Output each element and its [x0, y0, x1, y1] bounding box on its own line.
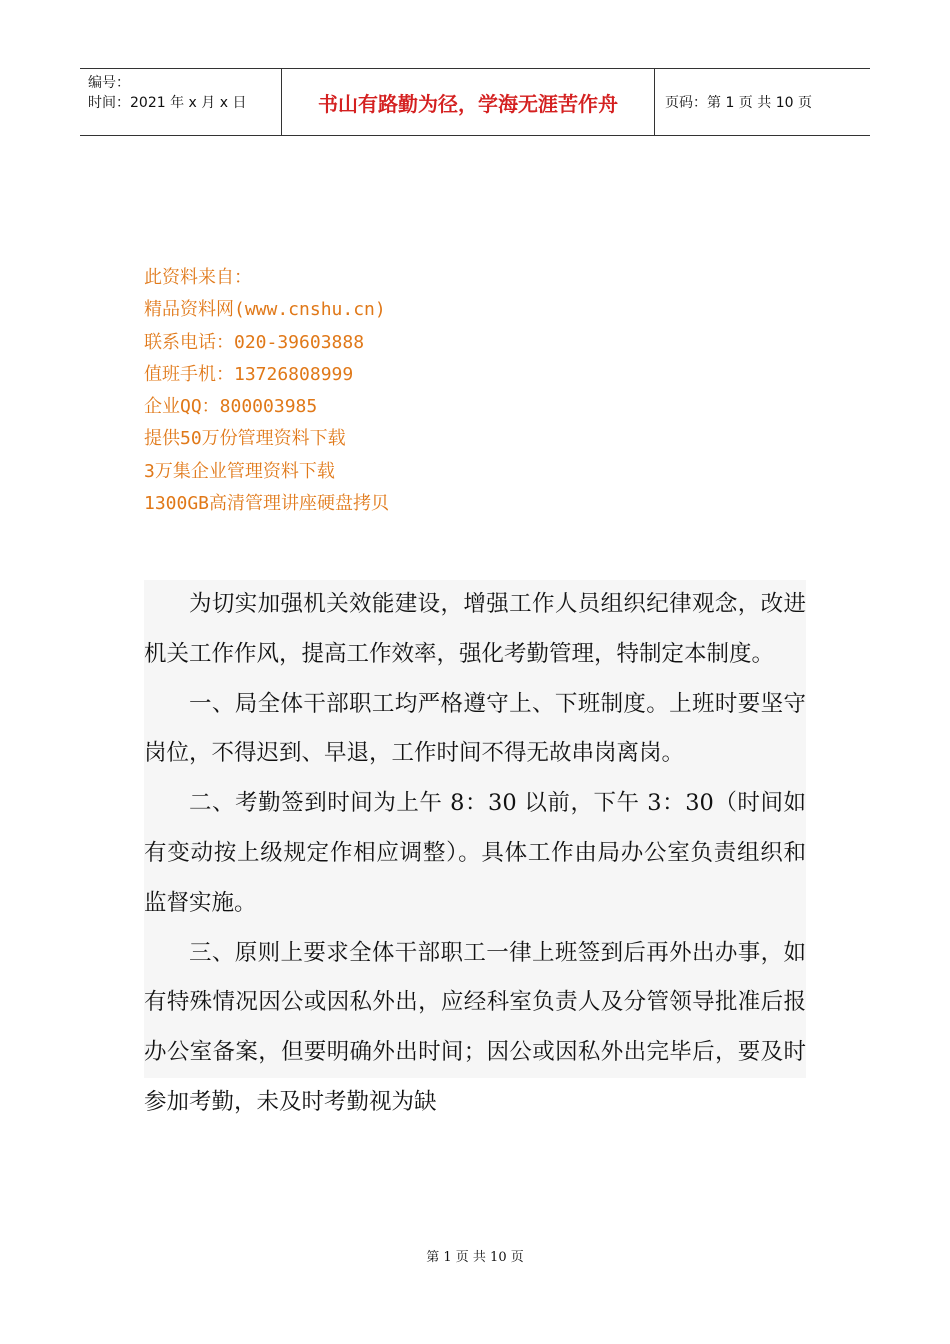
source-line: 3万集企业管理资料下载: [144, 460, 335, 482]
body-paragraph: 二、考勤签到时间为上午 8：30 以前，下午 3：30（时间如有变动按上级规定作相应调整）。具体工作由局办公室负责组织和监督实施。: [144, 790, 806, 916]
header-meta: [80, 69, 282, 135]
source-line: 精品资料网(www.cnshu.cn): [144, 299, 386, 321]
page-header: [80, 68, 870, 136]
source-line: 提供50万份管理资料下载: [144, 428, 346, 450]
source-line: 联系电话：020-39603888: [144, 331, 365, 353]
source-line: 值班手机：13726808999: [144, 363, 354, 385]
body-paragraph: 一、局全体干部职工均严格遵守上、下班制度。上班时要坚守岗位，不得迟到、早退，工作时间不得无故串岗离岗。: [144, 690, 806, 767]
document-number: 编号：: [88, 75, 130, 91]
document-body: [144, 580, 806, 1115]
source-line: 1300GB高清管理讲座硬盘拷贝: [144, 493, 390, 515]
header-motto: 书山有路勤为径，学海无涯苦作舟: [282, 69, 655, 135]
header-page-info: 页码：第 1 页 共 10 页: [665, 95, 812, 111]
source-line: 此资料来自：: [144, 267, 252, 288]
body-paragraph: 为切实加强机关效能建设，增强工作人员组织纪律观念，改进机关工作作风，提高工作效率，强化考勤管理，特制定本制度。: [144, 591, 806, 667]
document-date: 时间：2021 年 x 月 x 日: [88, 95, 247, 111]
page-footer: 第 1 页 共 10 页: [426, 1250, 524, 1265]
source-line: 企业QQ：800003985: [144, 396, 318, 418]
body-paragraph: 三、原则上要求全体干部职工一律上班签到后再外出办事，如有特殊情况因公或因私外出，应经科室负责人及分管领导批准后报办公室备案，但要明确外出时间；因公或因私外出完毕后，要及时参加考勤，未及时考勤视为缺: [144, 939, 806, 1115]
source-info-block: [144, 262, 389, 520]
